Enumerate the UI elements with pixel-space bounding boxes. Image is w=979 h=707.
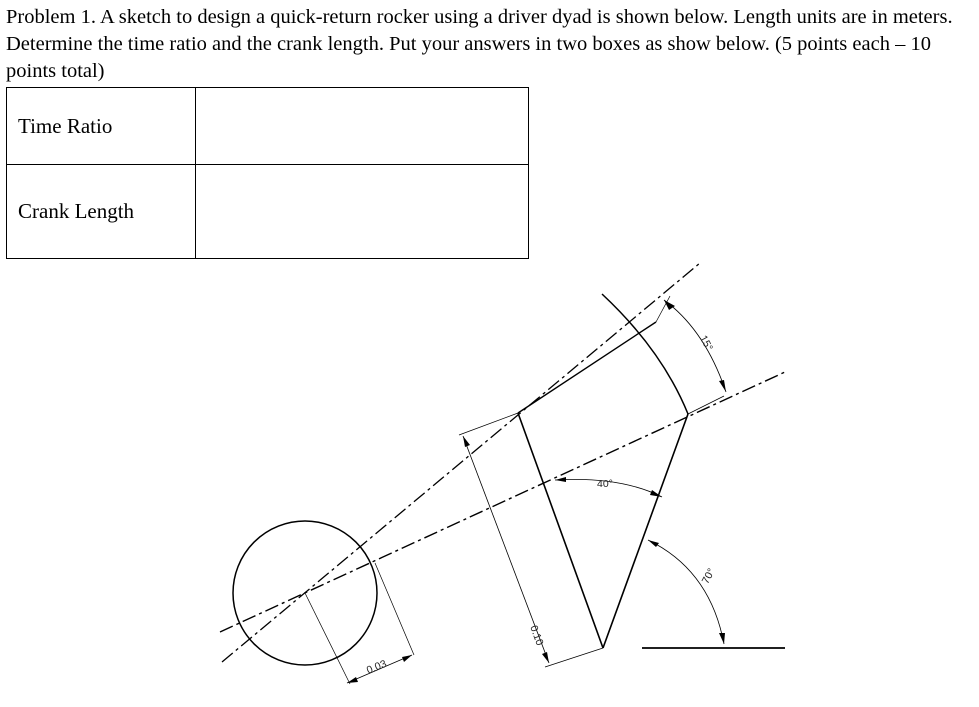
link-dimension-label: 0.10	[527, 623, 546, 648]
extension-line	[688, 396, 724, 414]
dimension-arc-15	[664, 300, 726, 392]
rocker-arc	[602, 294, 688, 414]
crank-length-label: Crank Length	[7, 165, 196, 259]
angle-label-70: 70°	[699, 566, 718, 587]
angle-label-40: 40°	[597, 478, 613, 490]
crank-length-answer-box[interactable]	[196, 165, 529, 259]
time-ratio-answer-box[interactable]	[196, 88, 529, 165]
extension-line	[305, 593, 350, 684]
extension-line	[459, 413, 518, 435]
arrowhead	[648, 540, 659, 547]
arrowhead	[463, 436, 470, 447]
extension-line	[375, 563, 414, 655]
crank-dimension-label: 0.03	[364, 657, 389, 677]
dimension-arc-70	[648, 540, 724, 644]
table-row	[7, 88, 529, 165]
table-row	[7, 165, 529, 259]
extension-line	[545, 648, 603, 667]
arrowhead	[719, 633, 725, 644]
centerline-upper	[222, 263, 700, 662]
problem-statement: Problem 1. A sketch to design a quick-return rocker using a driver dyad is shown below. Length units are in meters. Determine the time ratio and the crank length. Put your answers in two boxes as show below. (5 points each – 10 points total)	[6, 6, 953, 82]
extension-line	[656, 296, 670, 322]
rocker-top-edge	[518, 322, 656, 413]
angle-label-15: 15°	[697, 333, 716, 354]
time-ratio-label: Time Ratio	[7, 88, 196, 165]
rocker-link-left	[518, 413, 603, 648]
answer-table	[6, 87, 529, 259]
rocker-link-right	[603, 414, 688, 648]
arrowhead	[664, 300, 675, 310]
arrowhead	[347, 677, 358, 683]
arrowhead	[402, 655, 412, 662]
arrowhead	[542, 652, 549, 663]
mechanism-sketch	[0, 255, 979, 707]
arrowhead	[719, 380, 726, 392]
